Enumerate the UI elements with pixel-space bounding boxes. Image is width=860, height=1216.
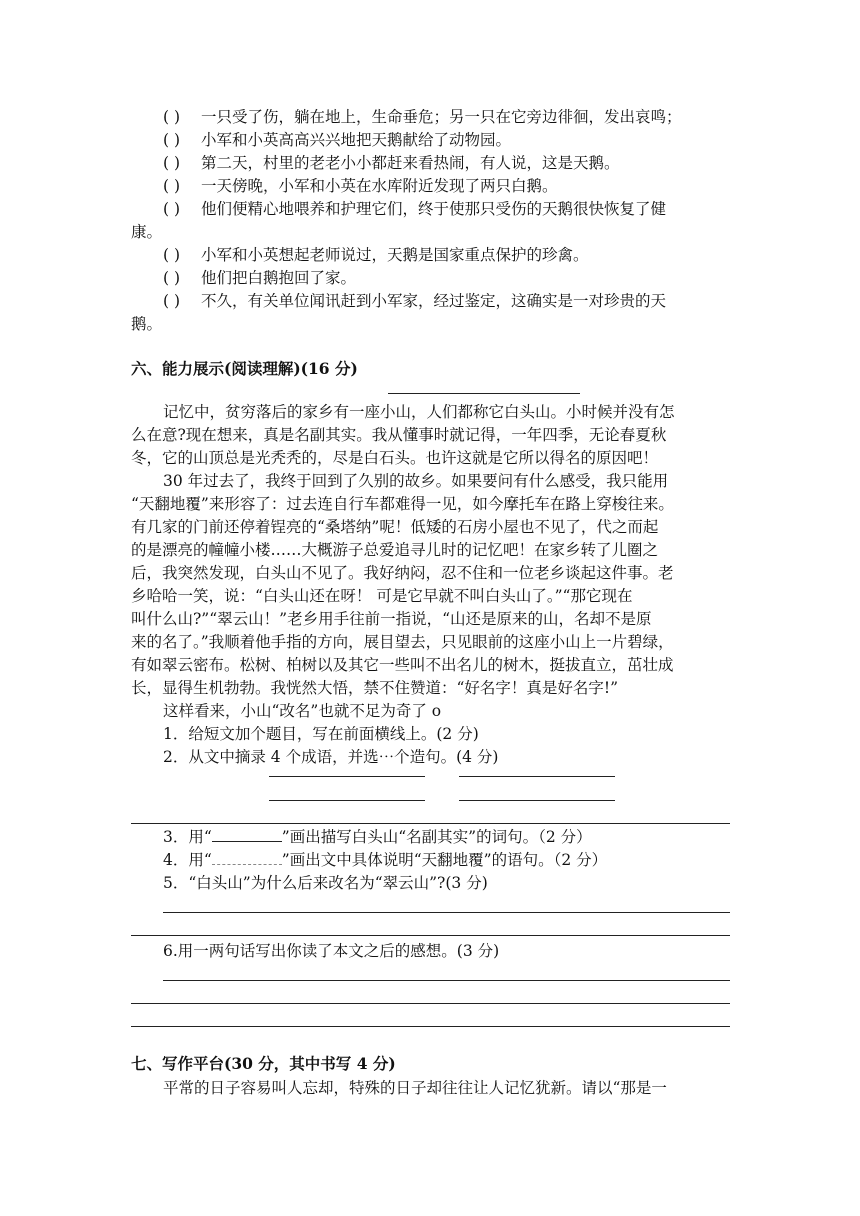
section-7-heading: 七、写作平台(30 分，其中书写 4 分)	[131, 1054, 396, 1073]
section-6-heading: 六、能力展示(阅读理解)(16 分)	[131, 359, 358, 378]
answer-line[interactable]	[163, 912, 730, 913]
order-item-text: 第二天，村里的老老小小都赶来看热闹，有人说，这是天鹅。	[201, 154, 620, 172]
passage-line: 长，显得生机勃勃。我恍然大悟，禁不住赞道：“好名字！真是好名字!”	[131, 679, 619, 697]
passage-line: 来的名了。”我顺着他手指的方向，展目望去，只见眼前的这座小山上一片碧绿，	[131, 633, 674, 651]
question-4-suffix: ”画出文中具体说明“天翻地覆”的语句。（2 分）	[281, 851, 608, 869]
order-item-text: 一只受了伤，躺在地上，生命垂危；另一只在它旁边徘徊，发出哀鸣；	[201, 108, 682, 126]
question-3-suffix: ”画出描写白头山“名副其实”的词句。（2 分）	[281, 828, 592, 846]
question-4-prefix: 4．用“	[163, 851, 212, 869]
idiom-blank-line[interactable]	[269, 800, 425, 801]
answer-line[interactable]	[131, 1026, 730, 1027]
idiom-blank-line[interactable]	[269, 776, 425, 777]
title-blank-line[interactable]	[388, 393, 580, 394]
order-item-continuation: 康。	[131, 223, 163, 241]
order-item-text: 他们把白鹅抱回了家。	[201, 269, 357, 287]
order-item	[163, 290, 666, 312]
order-item-text: 不久，有关单位闻讯赶到小军家，经过鉴定，这确实是一对珍贵的天	[201, 292, 667, 310]
question-1: 1．给短文加个题目，写在前面横线上。(2 分)	[163, 725, 479, 743]
order-item	[163, 267, 356, 289]
passage-line: 这样看来，小山“改名”也就不足为奇了 o	[163, 702, 442, 720]
order-item-text: 小军和小英高高兴兴地把天鹅献给了动物园。	[201, 131, 512, 149]
passage-line: 30 年过去了，我终于回到了久别的故乡。如果要问有什么感受，我只能用	[163, 472, 669, 490]
order-item-text: 小军和小英想起老师说过，天鹅是国家重点保护的珍禽。	[201, 246, 589, 264]
passage-line: 有如翠云密布。松树、柏树以及其它一些叫不出名儿的树木，挺拔直立，茁壮成	[131, 656, 674, 674]
passage-line: 叫什么山?”“翠云山！”老乡用手往前一指说，“山还是原来的山，名却不是原	[131, 610, 652, 628]
answer-line[interactable]	[163, 980, 730, 981]
sentence-answer-line[interactable]	[131, 823, 730, 824]
answer-paren[interactable]: ( )	[163, 200, 181, 218]
passage-line: 后，我突然发现，白头山不见了。我好纳闷，忍不住和一位老乡谈起这件事。老	[131, 564, 674, 582]
order-item	[163, 244, 589, 266]
answer-paren[interactable]: ( )	[163, 292, 181, 310]
answer-paren[interactable]: ( )	[163, 246, 181, 264]
answer-paren[interactable]: ( )	[163, 154, 181, 172]
answer-paren[interactable]: ( )	[163, 269, 181, 287]
passage-line: 的是漂亮的幢幢小楼……大概游子总爱追寻儿时的记忆吧！在家乡转了儿圈之	[131, 541, 659, 559]
question-6: 6.用一两句话写出你读了本文之后的感想。(3 分)	[163, 942, 500, 960]
passage-line: 乡哈哈一笑，说：“白头山还在呀！ 可是它早就不叫白头山了。”“那它现在	[131, 587, 633, 605]
order-item	[163, 106, 682, 128]
question-4	[163, 849, 607, 871]
answer-paren[interactable]: ( )	[163, 177, 181, 195]
order-item	[163, 175, 558, 197]
answer-paren[interactable]: ( )	[163, 131, 181, 149]
passage-line: 有几家的门前还停着锃亮的“桑塔纳”呢！低矮的石房小屋也不见了，代之而起	[131, 518, 659, 536]
order-item-text: 一天傍晚，小军和小英在水库附近发现了两只白鹅。	[201, 177, 558, 195]
passage-line: 冬，它的山顶总是光秃秃的，尽是白石头。也许这就是它所以得名的原因吧！	[131, 449, 659, 467]
idiom-blank-line[interactable]	[459, 776, 615, 777]
order-item-text: 他们便精心地喂养和护理它们，终于使那只受伤的天鹅很快恢复了健	[201, 200, 667, 218]
wavy-underline-sample	[212, 850, 282, 865]
question-5: 5．“白头山”为什么后来改名为“翠云山”?(3 分)	[163, 874, 488, 892]
question-3	[163, 826, 592, 848]
passage-line: 记忆中，贫穷落后的家乡有一座小山，人们都称它白头山。小时候并没有怎	[163, 403, 675, 421]
order-item-continuation: 鹅。	[131, 315, 163, 333]
question-3-prefix: 3．用“	[163, 828, 212, 846]
passage-line: 么在意?现在想来，真是名副其实。我从懂事时就记得，一年四季，无论春夏秋	[131, 426, 667, 444]
idiom-blank-line[interactable]	[459, 800, 615, 801]
order-item	[163, 129, 511, 151]
writing-prompt: 平常的日子容易叫人忘却，特殊的日子却往往让人记忆犹新。请以“那是一	[163, 1079, 667, 1097]
answer-paren[interactable]: ( )	[163, 108, 181, 126]
passage-line: “天翻地覆”来形容了：过去连自行车都难得一见，如今摩托车在路上穿梭往来。	[131, 495, 674, 513]
underline-sample	[212, 827, 282, 842]
order-item	[163, 198, 666, 220]
question-2: 2．从文中摘录 4 个成语，并选⋯个造句。(4 分)	[163, 748, 499, 766]
answer-line[interactable]	[131, 935, 730, 936]
answer-line[interactable]	[131, 1003, 730, 1004]
order-item	[163, 152, 620, 174]
